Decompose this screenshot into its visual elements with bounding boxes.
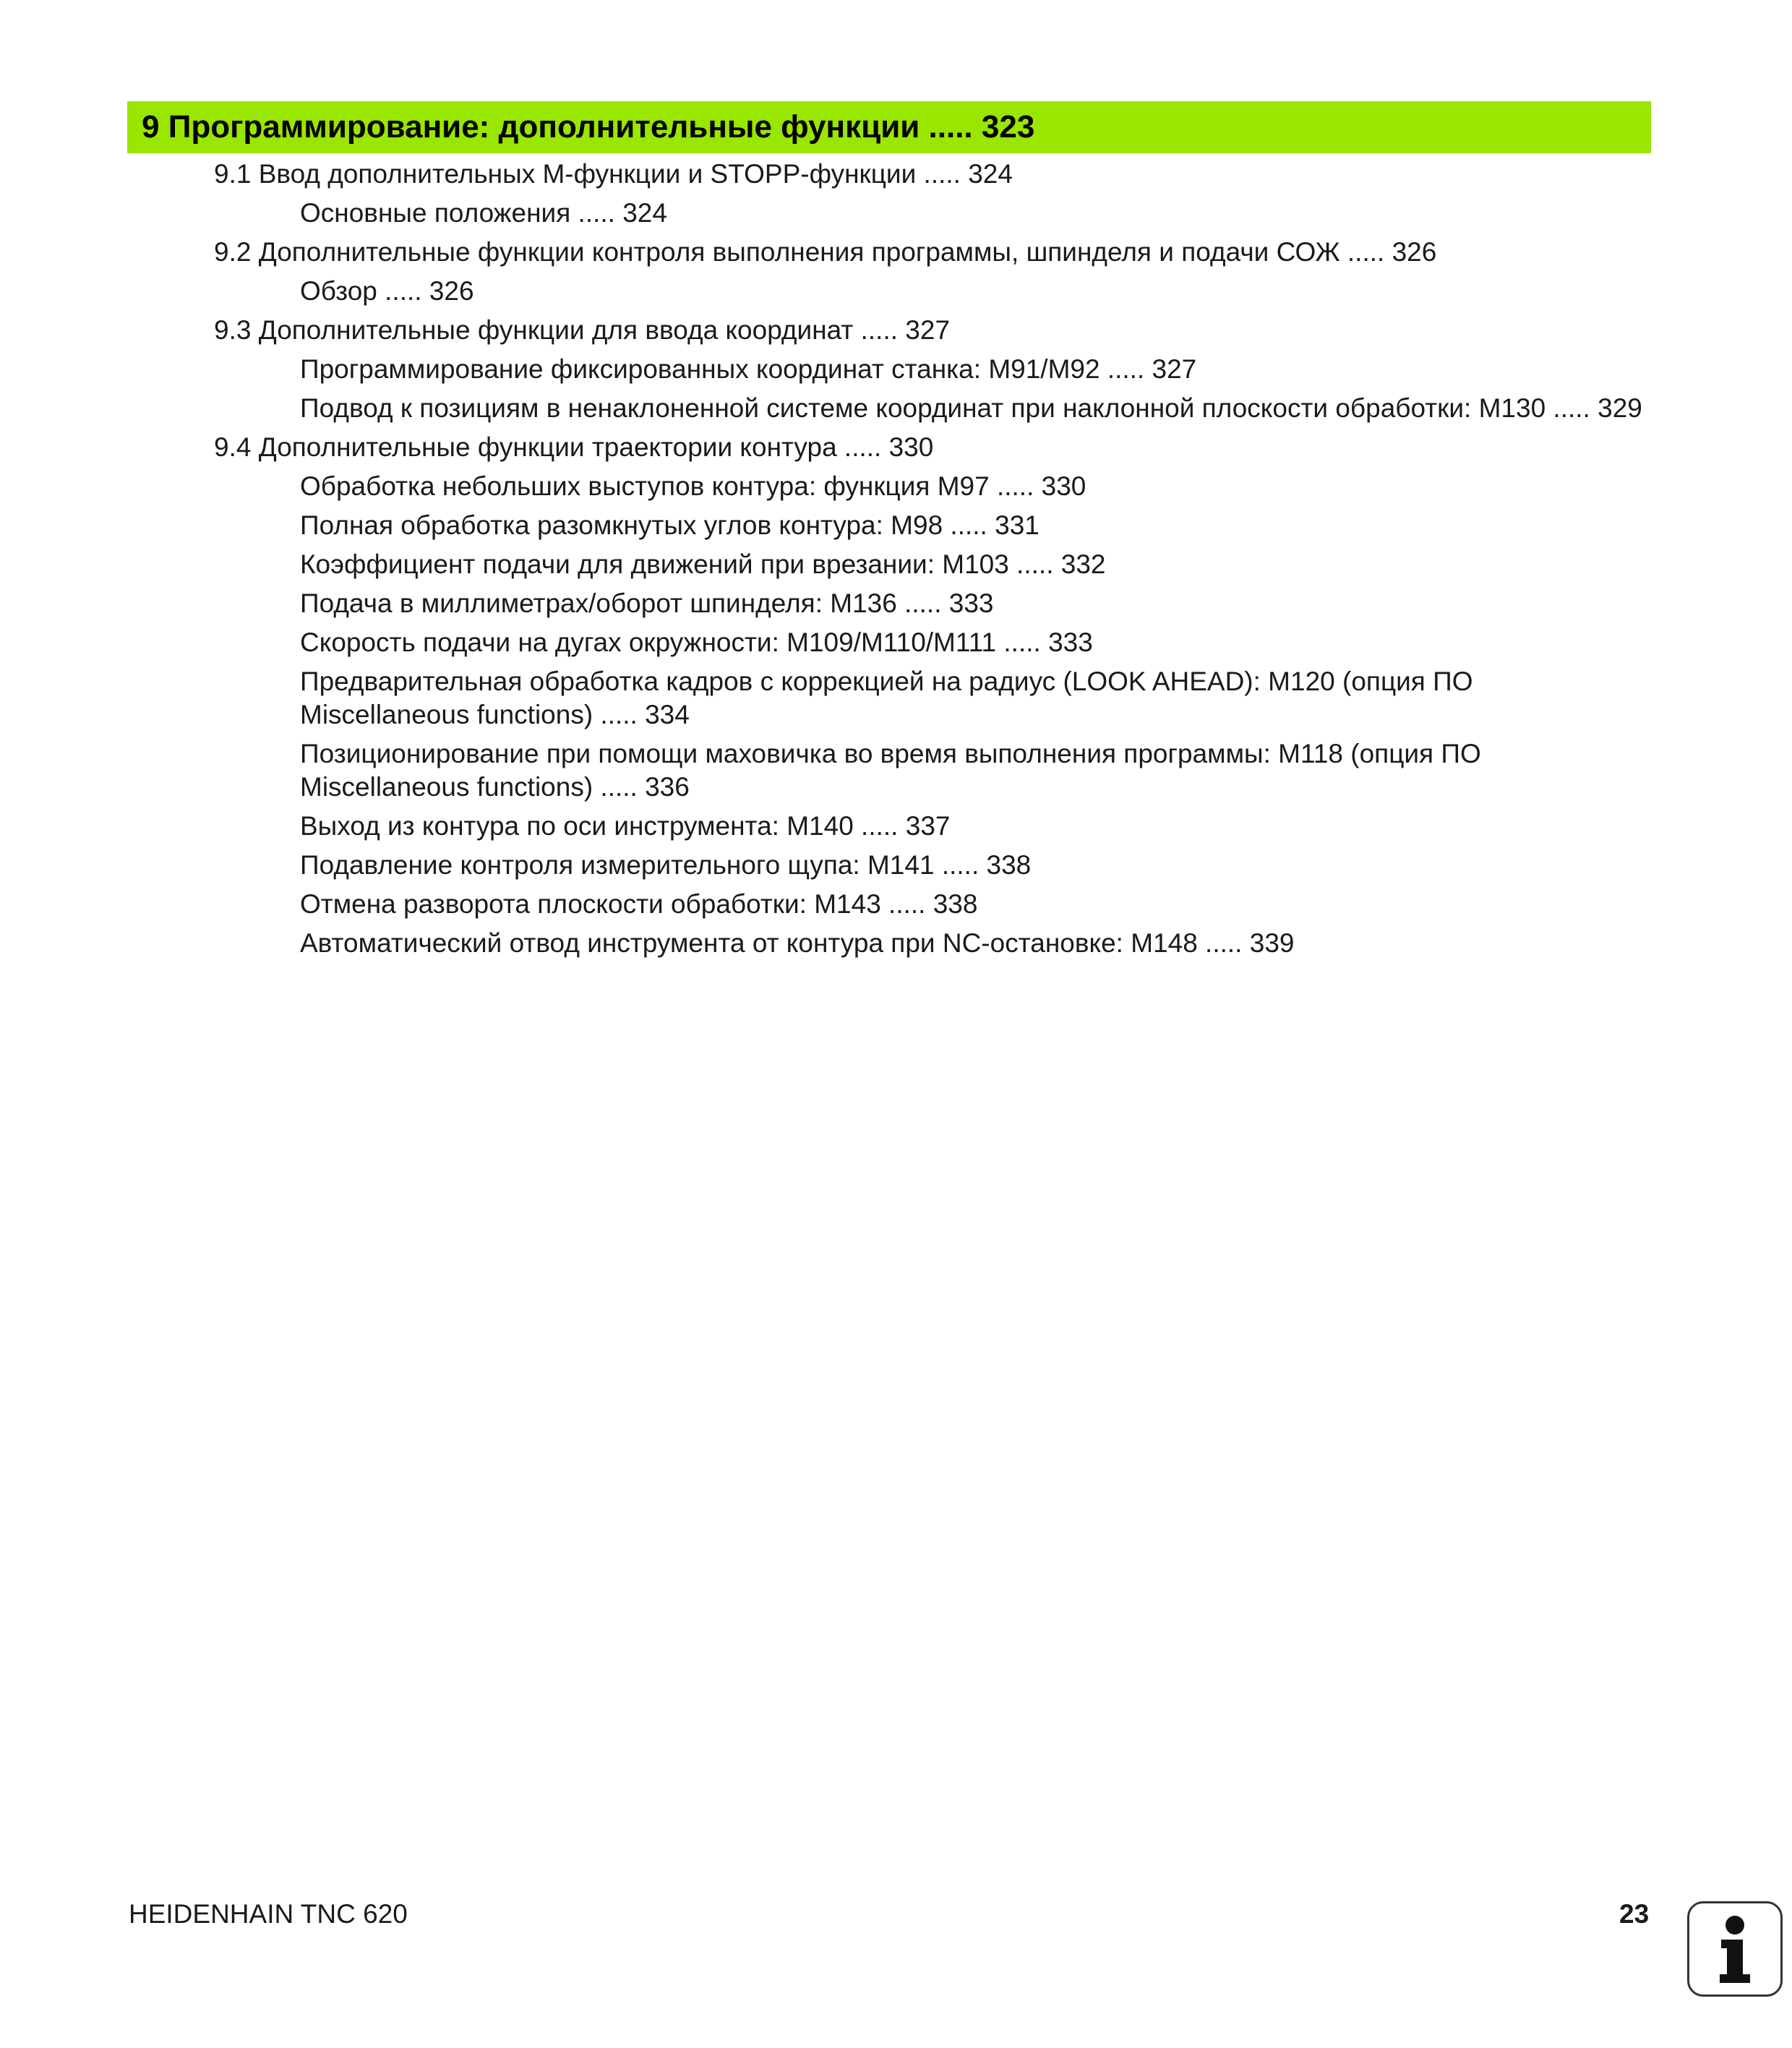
chapter-title[interactable]: 9 Программирование: дополнительные функции ..... 323 (142, 109, 1035, 145)
toc-entry-m143[interactable]: Отмена разворота плоскости обработки: M143 ..... 338 (300, 889, 978, 919)
toc-entry-m141[interactable]: Подавление контроля измерительного щупа: M141 ..... 338 (300, 850, 1032, 880)
toc-entry-9-2[interactable]: 9.2 Дополнительные функции контроля выполнения программы, шпинделя и подачи СОЖ ..... 326 (214, 237, 1437, 267)
chapter-heading-bar (127, 101, 1651, 153)
toc-entry-m120[interactable]: Предварительная обработка кадров с коррекцией на радиус (LOOK AHEAD): M120 (опция ПО Miscellaneous functions) ..... 334 (300, 667, 1473, 729)
toc-entry-m103[interactable]: Коэффициент подачи для движений при врезании: M103 ..... 332 (300, 549, 1106, 579)
toc-entry-m109-m110-m111[interactable]: Скорость подачи на дугах окружности: M109/M110/M111 ..... 333 (300, 627, 1093, 657)
toc-entry-m136[interactable]: Подача в миллиметрах/оборот шпинделя: M136 ..... 333 (300, 588, 994, 618)
toc-entry-m140[interactable]: Выход из контура по оси инструмента: M140 ..... 337 (300, 811, 951, 841)
table-of-contents (0, 158, 1792, 966)
toc-entry-m118[interactable]: Позиционирование при помощи маховичка во время выполнения программы: M118 (опция ПО Miscellaneous functions) ..... 336 (300, 739, 1481, 802)
toc-entry-m98[interactable]: Полная обработка разомкнутых углов контура: M98 ..... 331 (300, 510, 1039, 540)
toc-entry-m130[interactable]: Подвод к позициям в ненаклоненной системе координат при наклонной плоскости обработки: M130 ..... 329 (300, 393, 1642, 423)
info-glyph (1689, 1903, 1780, 1995)
toc-entry-9-3[interactable]: 9.3 Дополнительные функции для ввода координат ..... 327 (214, 315, 951, 345)
footer-product-name: HEIDENHAIN TNC 620 (129, 1899, 408, 1929)
toc-entry-basics[interactable]: Основные положения ..... 324 (300, 198, 667, 228)
toc-entry-m148[interactable]: Автоматический отвод инструмента от контура при NC-остановке: M148 ..... 339 (300, 928, 1295, 958)
toc-entry-m91-m92[interactable]: Программирование фиксированных координат станка: M91/M92 ..... 327 (300, 354, 1197, 384)
toc-entry-9-1[interactable]: 9.1 Ввод дополнительных М-функции и STOPP-функции ..... 324 (214, 159, 1013, 189)
toc-entry-9-4[interactable]: 9.4 Дополнительные функции траектории контура ..... 330 (214, 432, 934, 462)
toc-entry-overview[interactable]: Обзор ..... 326 (300, 276, 474, 306)
info-icon[interactable] (1687, 1901, 1783, 1997)
toc-entry-m97[interactable]: Обработка небольших выступов контура: функция M97 ..... 330 (300, 471, 1086, 501)
page-number: 23 (1619, 1899, 1650, 1929)
